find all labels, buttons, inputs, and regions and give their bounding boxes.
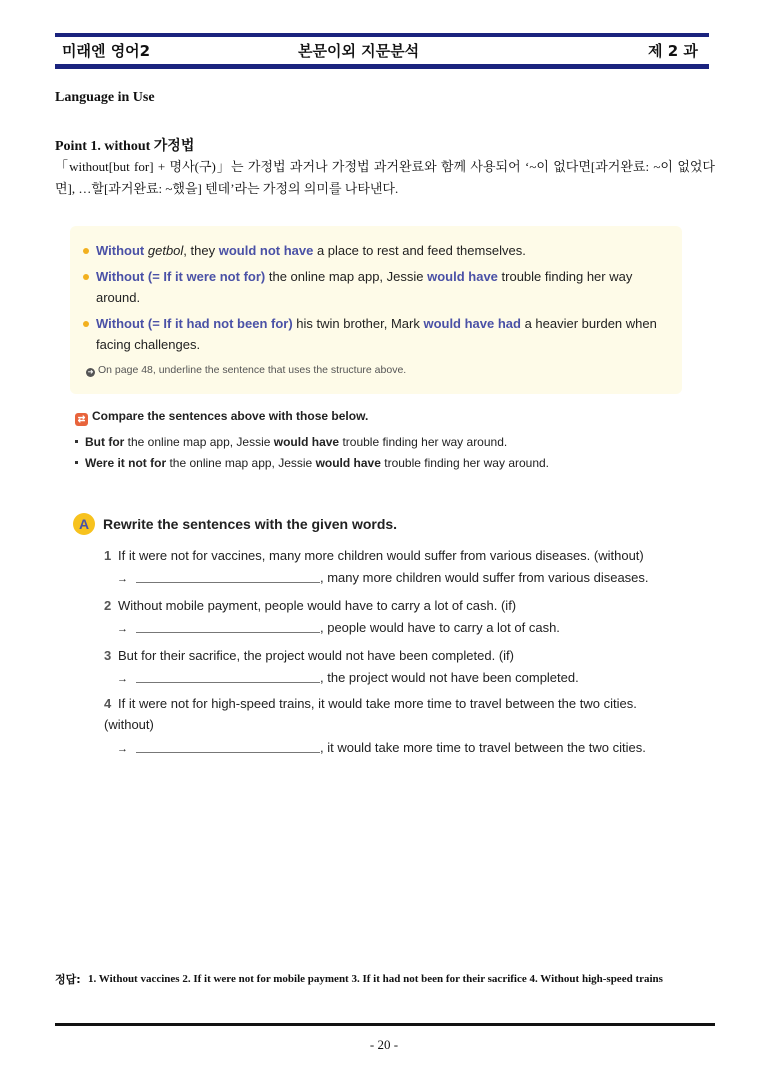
question-text: But for their sacrifice, the project would not have been completed. (if)	[118, 648, 514, 663]
compare1-b1: But for	[85, 435, 125, 449]
ex3-tail: a heavier burden when facing challenges.	[96, 316, 657, 352]
compare1-b2: would have	[273, 435, 340, 449]
square-bullet-icon	[75, 461, 78, 464]
answer-line-3	[117, 670, 579, 685]
question-text: If it were not for vaccines, many more children would suffer from various diseases. (without)	[118, 548, 644, 563]
example-2	[96, 266, 676, 308]
header-top-bar	[55, 33, 709, 37]
example-1	[96, 240, 676, 261]
exercise-badge: A	[73, 513, 95, 535]
square-bullet-icon	[75, 440, 78, 443]
ex2-text: the online map app, Jessie	[265, 269, 428, 284]
ex1-italic: getbol	[147, 243, 184, 258]
arrow-icon: →	[117, 623, 128, 635]
compare-item-1	[75, 435, 507, 449]
question-number: 3	[104, 648, 112, 663]
compare2-b2: would have	[315, 456, 381, 470]
header-bottom-bar	[55, 64, 709, 69]
point-title	[55, 135, 194, 155]
answer-text: , it would take more time to travel between the two cities.	[320, 740, 646, 755]
compare-icon: ⇄	[75, 413, 88, 426]
exercise-title-text: Rewrite the sentences with the given words.	[103, 516, 398, 532]
header-right: 제 2 과	[648, 42, 698, 60]
arrow-icon: →	[117, 573, 128, 585]
note-text: On page 48, underline the sentence that uses the structure above.	[98, 364, 407, 376]
point-description: 「without[but for] + 명사(구)」는 가정법 과거나 가정법 과거완료와 함께 사용되어 ‘~이 없다면[과거완료: ~이 없었다면], …할[과거완료: ~했을] 텐데’라는 가정의 의미를 나타낸다.	[55, 159, 715, 196]
ex1-tail: a place to rest and feed themselves.	[313, 243, 526, 258]
bullet-icon	[83, 274, 89, 280]
compare-item-2	[75, 456, 549, 470]
header-left: 미래엔 영어2	[62, 42, 151, 60]
ex1-verb: would not have	[218, 243, 314, 258]
ex3-verb: would have had	[423, 316, 521, 331]
answer-key-text: 1. Without vaccines 2. If it were not for mobile payment 3. If it had not been for their sacrifice 4. Without high-speed trains	[88, 973, 663, 985]
example-3	[96, 313, 676, 355]
compare1-t2: trouble finding her way around.	[339, 435, 508, 449]
arrow-icon: →	[117, 673, 128, 685]
blank-input[interactable]	[136, 620, 320, 633]
answer-key-label: 정답:	[55, 973, 81, 986]
answer-text: , people would have to carry a lot of cash.	[320, 620, 560, 635]
question-number: 2	[104, 598, 112, 613]
ex2-keyword: Without (= If it were not for)	[96, 269, 266, 284]
arrow-right-icon: ➜	[87, 369, 94, 376]
exercise-title	[73, 513, 397, 535]
question-2	[104, 595, 694, 616]
compare2-t1: the online map app, Jessie	[166, 456, 316, 470]
footer-bar	[55, 1023, 715, 1026]
section-title: Language in Use	[55, 90, 155, 105]
ex2-verb: would have	[427, 269, 498, 284]
question-number: 4	[104, 696, 112, 711]
ex1-keyword: Without	[96, 243, 148, 258]
compare-title	[75, 409, 368, 426]
compare2-b1: Were it not for	[85, 456, 167, 470]
bullet-icon	[83, 248, 89, 254]
point-title-text: Point 1. without 가정법	[55, 139, 195, 154]
question-text: Without mobile payment, people would have to carry a lot of cash. (if)	[118, 598, 517, 613]
ex3-keyword: Without (= If it had not been for)	[96, 316, 293, 331]
compare2-t2: trouble finding her way around.	[380, 456, 550, 470]
blank-input[interactable]	[136, 740, 320, 753]
question-4	[104, 693, 679, 735]
answer-text: , the project would not have been completed.	[320, 670, 579, 685]
example-note	[86, 364, 406, 377]
answer-line-1	[117, 570, 649, 585]
bullet-icon	[83, 321, 89, 327]
answer-key	[55, 972, 715, 987]
compare1-t1: the online map app, Jessie	[124, 435, 274, 449]
page-number: - 20 -	[369, 1037, 399, 1052]
answer-line-4	[117, 740, 646, 755]
arrow-icon: →	[117, 743, 128, 755]
ex3-text: his twin brother, Mark	[292, 316, 424, 331]
compare-title-text: Compare the sentences above with those below.	[92, 409, 369, 423]
question-number: 1	[104, 548, 112, 563]
blank-input[interactable]	[136, 670, 320, 683]
question-1	[104, 545, 694, 566]
answer-text: , many more children would suffer from various diseases.	[320, 570, 649, 585]
question-3	[104, 645, 694, 666]
ex2-tail: trouble finding her way around.	[96, 269, 633, 305]
ex1-text: , they	[183, 243, 219, 258]
answer-line-2	[117, 620, 560, 635]
header-center: 본문이외 지문분석	[298, 42, 420, 60]
question-text: If it were not for high-speed trains, it would take more time to travel between the two cities. (without)	[104, 696, 637, 732]
blank-input[interactable]	[136, 570, 320, 583]
